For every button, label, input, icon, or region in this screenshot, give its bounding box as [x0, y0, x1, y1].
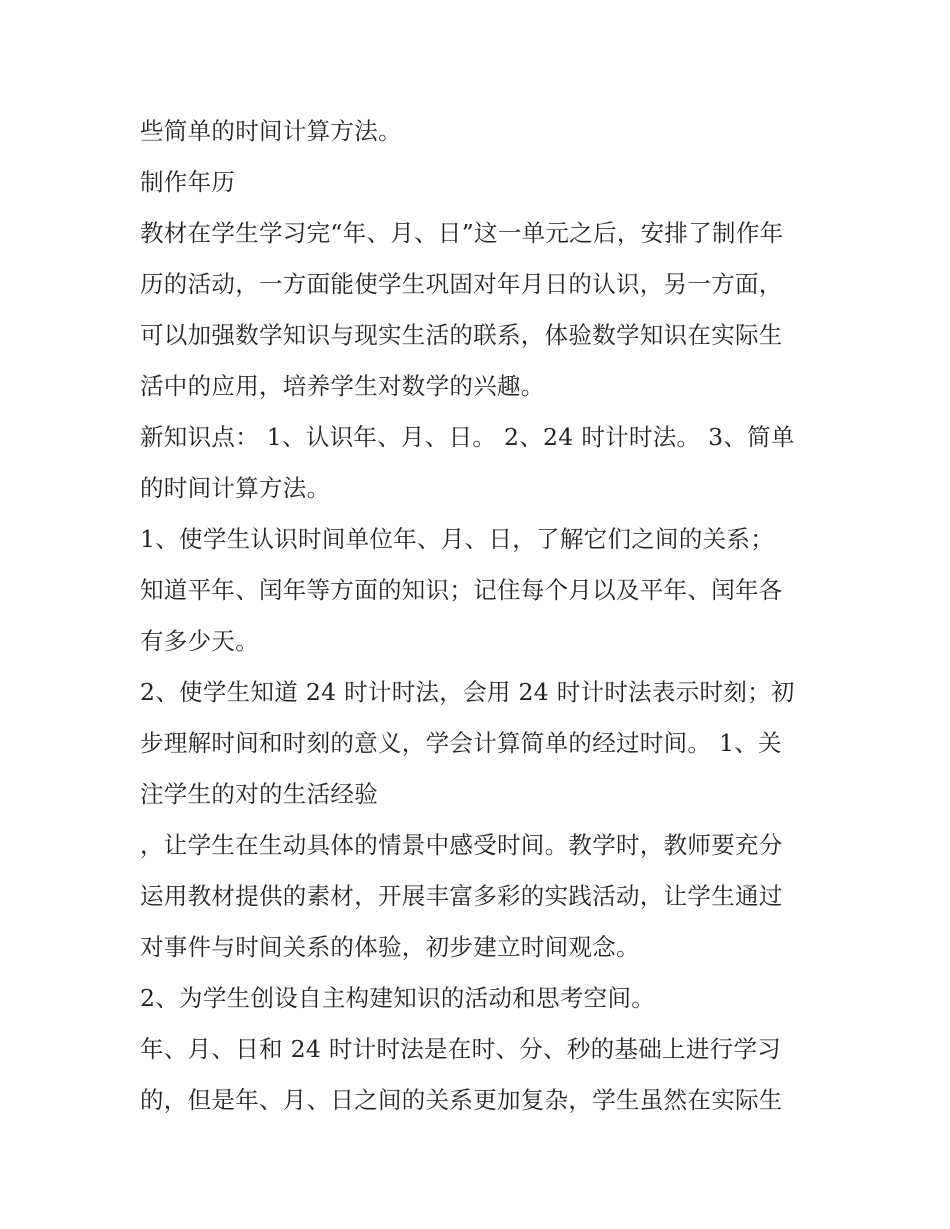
text-line: 教材在学生学习完“年、月、日”这一单元之后，安排了制作年: [140, 219, 784, 247]
text-line: 步理解时间和时刻的意义，学会计算简单的经过时间。 1、关: [140, 729, 782, 757]
text-line: 对事件与时间关系的体验，初步建立时间观念。: [140, 933, 640, 961]
text-line: 历的活动，一方面能使学生巩固对年月日的认识，另一方面，: [140, 270, 783, 298]
text-line: 1、使学生认识时间单位年、月、日，了解它们之间的关系；: [140, 525, 775, 553]
text-line: 2、使学生知道 24 时计时法，会用 24 时计时法表示时刻；初: [140, 678, 795, 706]
document-body: [140, 106, 820, 1126]
text-line: 可以加强数学知识与现实生活的联系，体验数学知识在实际生: [140, 321, 783, 349]
text-line: 2、为学生创设自主构建知识的活动和思考空间。: [140, 984, 656, 1012]
text-line: 活中的应用，培养学生对数学的兴趣。: [140, 372, 545, 400]
section-heading: 制作年历: [140, 168, 236, 196]
text-line: 知道平年、闰年等方面的知识；记住每个月以及平年、闰年各: [140, 576, 783, 604]
text-line: 有多少天。: [140, 627, 259, 655]
text-line: 的，但是年、月、日之间的关系更加复杂，学生虽然在实际生: [140, 1086, 783, 1114]
text-line: 年、月、日和 24 时计时法是在时、分、秒的基础上进行学习: [140, 1035, 782, 1063]
text-line: 些简单的时间计算方法。: [140, 117, 402, 145]
text-line: 运用教材提供的素材，开展丰富多彩的实践活动，让学生通过: [140, 882, 783, 910]
text-line: 的时间计算方法。: [140, 474, 331, 502]
text-line: 新知识点： 1、认识年、月、日。 2、24 时计时法。 3、简单: [140, 423, 795, 451]
text-line: ，让学生在生动具体的情景中感受时间。教学时，教师要充分: [140, 831, 783, 859]
text-line: 注学生的对的生活经验: [140, 780, 378, 808]
